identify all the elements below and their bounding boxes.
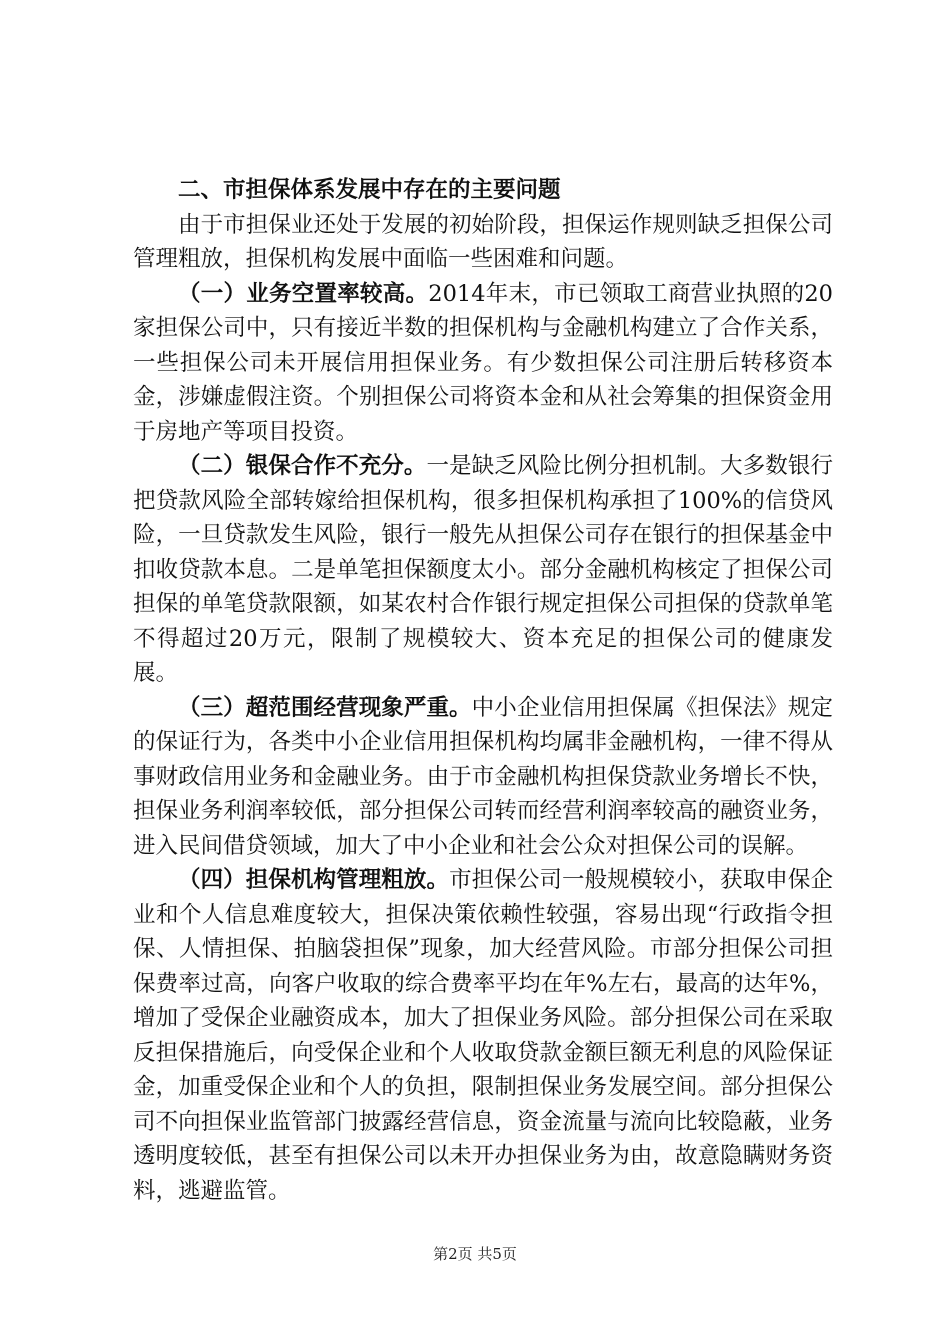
paragraph-3	[133, 691, 833, 864]
document-body	[133, 173, 833, 1208]
paragraph-1-body: 2014年末，市已领取工商营业执照的20家担保公司中，只有接近半数的担保机构与金融机构建立了合作关系，一些担保公司未开展信用担保业务。有少数担保公司注册后转移资本金，涉嫌虚假注资。个别担保公司将资本金和从社会筹集的担保资金用于房地产等项目投资。	[133, 280, 833, 445]
paragraph-1-lead: （一）业务空置率较高。	[178, 280, 429, 307]
paragraph-2-body: 一是缺乏风险比例分担机制。大多数银行把贷款风险全部转嫁给担保机构，很多担保机构承担了100%的信贷风险，一旦贷款发生风险，银行一般先从担保公司存在银行的担保基金中扣收贷款本息。二是单笔担保额度太小。部分金融机构核定了担保公司担保的单笔贷款限额，如某农村合作银行规定担保公司担保的贷款单笔不得超过20万元，限制了规模较大、资本充足的担保公司的健康发展。	[133, 453, 833, 686]
paragraph-2	[133, 449, 833, 691]
section-heading: 二、市担保体系发展中存在的主要问题	[178, 177, 561, 203]
paragraph-4	[133, 863, 833, 1208]
paragraph-1	[133, 277, 833, 450]
paragraph-2-lead: （二）银保合作不充分。	[178, 453, 427, 479]
intro-paragraph: 由于市担保业还处于发展的初始阶段，担保运作规则缺乏担保公司管理粗放，担保机构发展中面临一些困难和问题。	[133, 211, 833, 272]
paragraph-3-body: 中小企业信用担保属《担保法》规定的保证行为，各类中小企业信用担保机构均属非金融机构，一律不得从事财政信用业务和金融业务。由于市金融机构担保贷款业务增长不快，担保业务利润率较低，部分担保公司转而经营利润率较高的融资业务，进入民间借贷领域，加大了中小企业和社会公众对担保公司的误解。	[133, 694, 833, 859]
paragraph-3-lead: （三）超范围经营现象严重。	[178, 694, 472, 721]
paragraph-4-body: 市担保公司一般规模较小，获取申保企业和个人信息难度较大，担保决策依赖性较强，容易出现“行政指令担保、人情担保、拍脑袋担保”现象，加大经营风险。市部分担保公司担保费率过高，向客户收取的综合费率平均在年%左右，最高的达年%，增加了受保企业融资成本，加大了担保业务风险。部分担保公司在采取反担保措施后，向受保企业和个人收取贷款金额巨额无利息的风险保证金，加重受保企业和个人的负担，限制担保业务发展空间。部分担保公司不向担保业监管部门披露经营信息，资金流量与流向比较隐蔽，业务透明度较低，甚至有担保公司以未开办担保业务为由，故意隐瞒财务资料，逃避监管。	[133, 867, 833, 1204]
page-footer: 第2页 共5页	[433, 1245, 517, 1263]
paragraph-4-lead: （四）担保机构管理粗放。	[178, 867, 450, 893]
